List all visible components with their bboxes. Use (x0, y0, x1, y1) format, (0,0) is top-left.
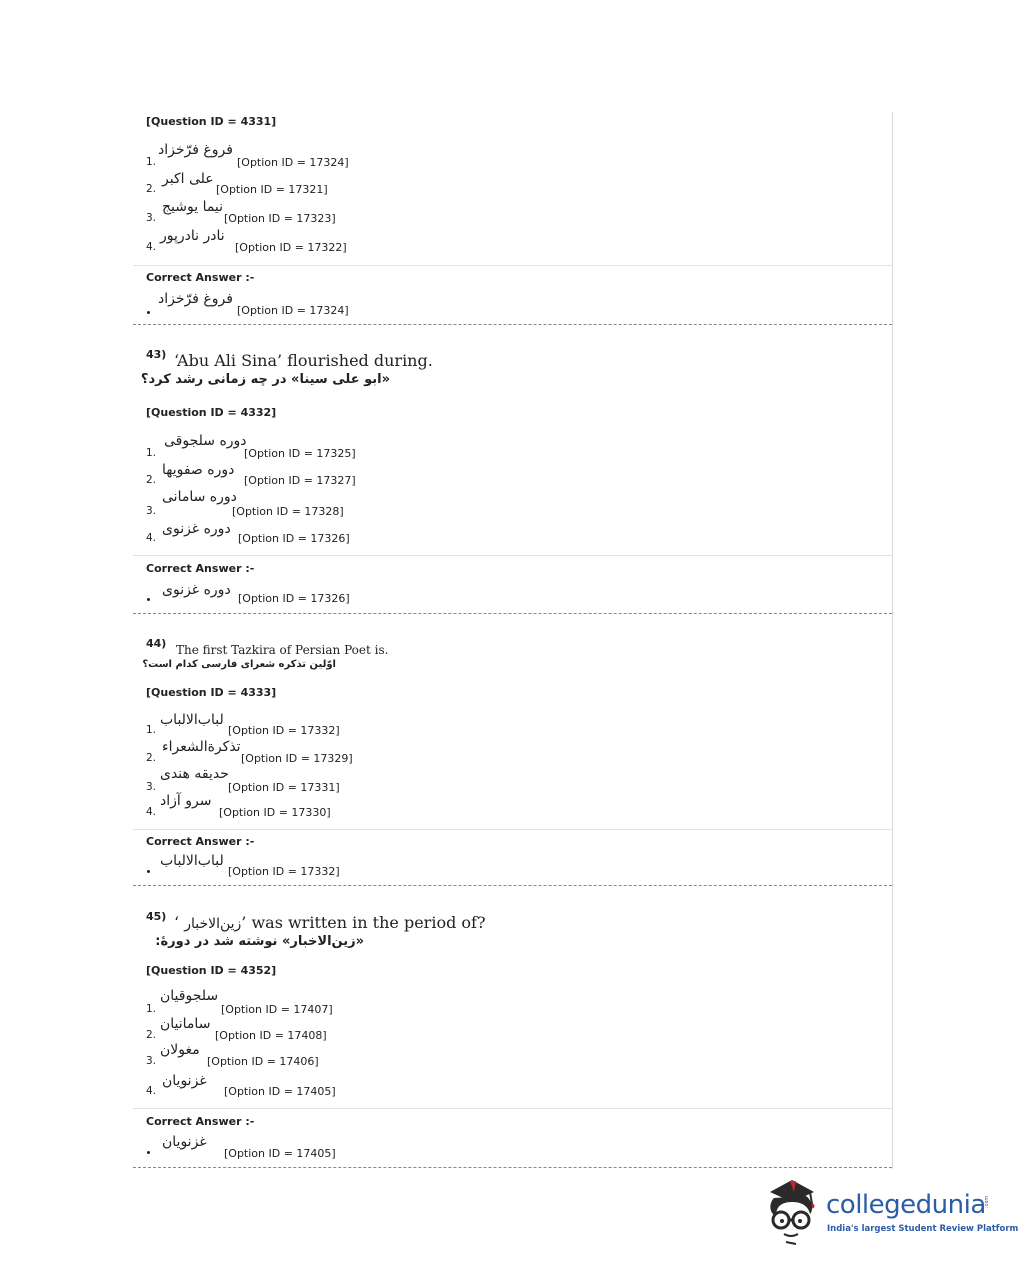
question-separator (133, 613, 892, 614)
option-id: [Option ID = 17407] (221, 1003, 333, 1016)
option-id: [Option ID = 17327] (244, 474, 356, 487)
option-id: [Option ID = 17324] (237, 156, 349, 169)
question-text-persian: اوّلین تذکره شعرای فارسی کدام است؟ (142, 659, 336, 670)
option-text: تذکرةالشعراء (162, 739, 241, 755)
option-text: علی اکبر (162, 171, 214, 187)
option-number: 2. (146, 183, 157, 195)
question-id: [Question ID = 4331] (146, 115, 277, 128)
question-text-persian: «ابو علی سینا» در چه زمانی رشد کرد؟ (140, 372, 390, 387)
correct-answer-id: [Option ID = 17324] (237, 304, 349, 317)
option-text: دوره سلجوقی (164, 433, 247, 449)
option-text: دوره صفویها (162, 462, 235, 478)
quote-open: ‘ (174, 913, 180, 932)
question-text-english: ‘Abu Ali Sina’ flourished during. (174, 351, 433, 370)
option-number: 4. (146, 241, 157, 253)
question-text-english: The first Tazkira of Persian Poet is. (176, 643, 389, 657)
question-separator (133, 885, 892, 886)
correct-answer-label: Correct Answer :- (146, 1115, 255, 1128)
correct-answer-text: لباب‌الالباب (160, 853, 224, 869)
logo-wordmark: collegedunia (826, 1190, 986, 1220)
option-number: 3. (146, 505, 157, 517)
option-id: [Option ID = 17406] (207, 1055, 319, 1068)
option-id: [Option ID = 17323] (224, 212, 336, 225)
question-number: 44) (146, 637, 167, 650)
option-number: 1. (146, 1003, 157, 1015)
correct-answer-text: فروغ فرّخزاد (158, 291, 233, 307)
correct-answer-label: Correct Answer :- (146, 562, 255, 575)
option-id: [Option ID = 17326] (238, 532, 350, 545)
option-number: 3. (146, 781, 157, 793)
option-id: [Option ID = 17332] (228, 724, 340, 737)
option-number: 4. (146, 532, 157, 544)
collegedunia-logo (766, 1178, 1019, 1248)
option-id: [Option ID = 17408] (215, 1029, 327, 1042)
correct-answer-id: [Option ID = 17326] (238, 592, 350, 605)
option-text: غزنویان (162, 1073, 207, 1089)
option-text: دوره غزنوی (162, 521, 231, 537)
question-separator (133, 1167, 892, 1168)
question-id: [Question ID = 4332] (146, 406, 277, 419)
correct-answer-label: Correct Answer :- (146, 271, 255, 284)
option-number: 4. (146, 806, 157, 818)
question-separator (133, 324, 892, 325)
option-number: 2. (146, 752, 157, 764)
option-number: 1. (146, 724, 157, 736)
correct-answer-id: [Option ID = 17332] (228, 865, 340, 878)
question-text-persian: «زین‌الاخبار» نوشته شد در دورۀ: (155, 934, 364, 949)
option-number: 4. (146, 1085, 157, 1097)
divider (133, 1108, 892, 1109)
correct-answer-id: [Option ID = 17405] (224, 1147, 336, 1160)
option-number: 1. (146, 156, 157, 168)
option-text: نادر نادرپور (160, 228, 225, 244)
option-number: 2. (146, 474, 157, 486)
option-id: [Option ID = 17328] (232, 505, 344, 518)
question-number: 45) (146, 910, 167, 923)
option-text: مغولان (160, 1042, 200, 1058)
question-text-english (174, 913, 486, 932)
option-text: نیما یوشیج (162, 199, 224, 215)
option-id: [Option ID = 17329] (241, 752, 353, 765)
option-text: حدیقه هندی (160, 766, 229, 782)
option-number: 3. (146, 1055, 157, 1067)
option-number: 2. (146, 1029, 157, 1041)
option-text: سلجوقیان (160, 988, 219, 1004)
question-term-persian: زین‌الاخبار (184, 916, 242, 932)
option-number: 3. (146, 212, 157, 224)
option-text: فروغ فرّخزاد (158, 142, 233, 158)
option-id: [Option ID = 17321] (216, 183, 328, 196)
correct-answer-text: غزنویان (162, 1134, 207, 1150)
option-text: دوره سامانی (162, 489, 237, 505)
option-id: [Option ID = 17325] (244, 447, 356, 460)
question-text-english-rest: ’ was written in the period of? (241, 913, 486, 932)
option-id: [Option ID = 17322] (235, 241, 347, 254)
bullet (147, 870, 150, 873)
question-id: [Question ID = 4352] (146, 964, 277, 977)
logo-com: .com (984, 1195, 990, 1208)
mascot-icon (766, 1178, 826, 1246)
correct-answer-text: دوره غزنوی (162, 582, 231, 598)
option-id: [Option ID = 17331] (228, 781, 340, 794)
bullet (147, 311, 150, 314)
bullet (147, 598, 150, 601)
divider (133, 555, 892, 556)
question-number: 43) (146, 348, 167, 361)
divider (133, 829, 892, 830)
bullet (147, 1151, 150, 1154)
correct-answer-label: Correct Answer :- (146, 835, 255, 848)
divider (133, 265, 892, 266)
option-text: لباب‌الالباب (160, 712, 224, 728)
option-text: سرو آزاد (160, 793, 212, 809)
logo-tagline: India's largest Student Review Platform (827, 1224, 1019, 1234)
question-id: [Question ID = 4333] (146, 686, 277, 699)
option-text: سامانیان (160, 1016, 211, 1032)
option-id: [Option ID = 17330] (219, 806, 331, 819)
option-number: 1. (146, 447, 157, 459)
option-id: [Option ID = 17405] (224, 1085, 336, 1098)
